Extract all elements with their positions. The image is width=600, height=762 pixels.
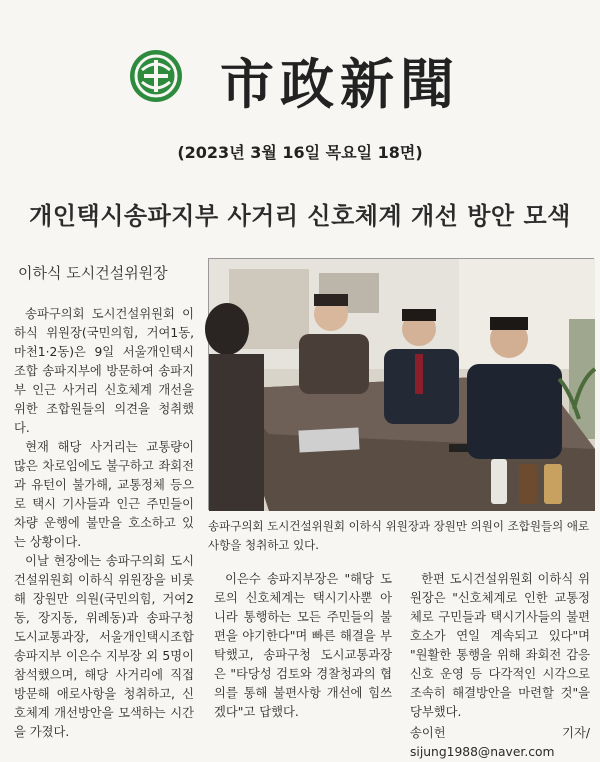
seoul-district-logo-icon bbox=[128, 48, 184, 104]
paragraph: 이은수 송파지부장은 "해당 도로의 신호체계는 택시기사뿐 아니라 통행하는 모든 주민들의 불편을 야기한다"며 빠른 해결을 부탁했고, 송파구청 도시교통과장은 "타당성 검토와 경찰청과의 협의를 통해 불편사항 개선에 힘쓰겠다"고 답했다. bbox=[214, 572, 392, 719]
article-photo bbox=[208, 258, 594, 510]
edition-date: (2023년 3월 16일 목요일 18면) bbox=[177, 143, 423, 162]
paragraph: 이날 현장에는 송파구의회 도시건설위원회 이하식 위원장을 비롯해 장원만 의원(국민의힘, 거여2동, 장지동, 위례동)과 송파구청 도시교통과장, 서울개인택시조합 송파지부 이은수 지부장 외 5명이 참석했으며, 해당 사거리에 직접 방문해 애로사항을 청취하고, 신호체계 개선방안을 모색하는 시간을 가졌다. bbox=[14, 554, 194, 739]
meeting-photo-illustration bbox=[209, 259, 595, 511]
reporter-credit: 송이헌 기자/ sijung1988@naver.com bbox=[410, 726, 590, 759]
article-column-1 bbox=[14, 305, 194, 742]
paper-name: 市政新聞 bbox=[220, 52, 460, 116]
byline: 이하식 도시건설위원장 bbox=[18, 264, 168, 282]
paragraph: 한편 도시건설위원회 이하식 위원장은 "신호체계로 인한 교통정체로 구민들과 택시기사들의 불편 호소가 연일 계속되고 있다"며 "원활한 통행을 위해 좌회전 감응신호 운영 등 다각적인 시각으로 조속히 해결방안을 마련할 것"을 당부했다. bbox=[410, 572, 590, 719]
article-column-2 bbox=[214, 570, 392, 722]
headline: 개인택시송파지부 사거리 신호체계 개선 방안 모색 bbox=[29, 201, 571, 230]
article-column-3 bbox=[410, 570, 590, 762]
paragraph: 송파구의회 도시건설위원회 이하식 위원장(국민의힘, 거여1동, 마천1·2동)은 9일 서울개인택시조합 송파지부에 방문하여 송파지부 인근 사거리 신호체계 개선을 위한 조합원들의 의견을 청취했다. bbox=[14, 307, 194, 435]
photo-caption: 송파구의회 도시건설위원회 이하식 위원장과 장원만 의원이 조합원들의 애로사항을 청취하고 있다. bbox=[208, 519, 590, 552]
masthead bbox=[0, 40, 600, 130]
paragraph: 현재 해당 사거리는 교통량이 많은 차로임에도 불구하고 좌회전과 유턴이 불가해, 교통정체 등으로 택시 기사들과 인근 주민들이 차량 운행에 불만을 호소하고 있는 상황이다. bbox=[14, 440, 194, 549]
